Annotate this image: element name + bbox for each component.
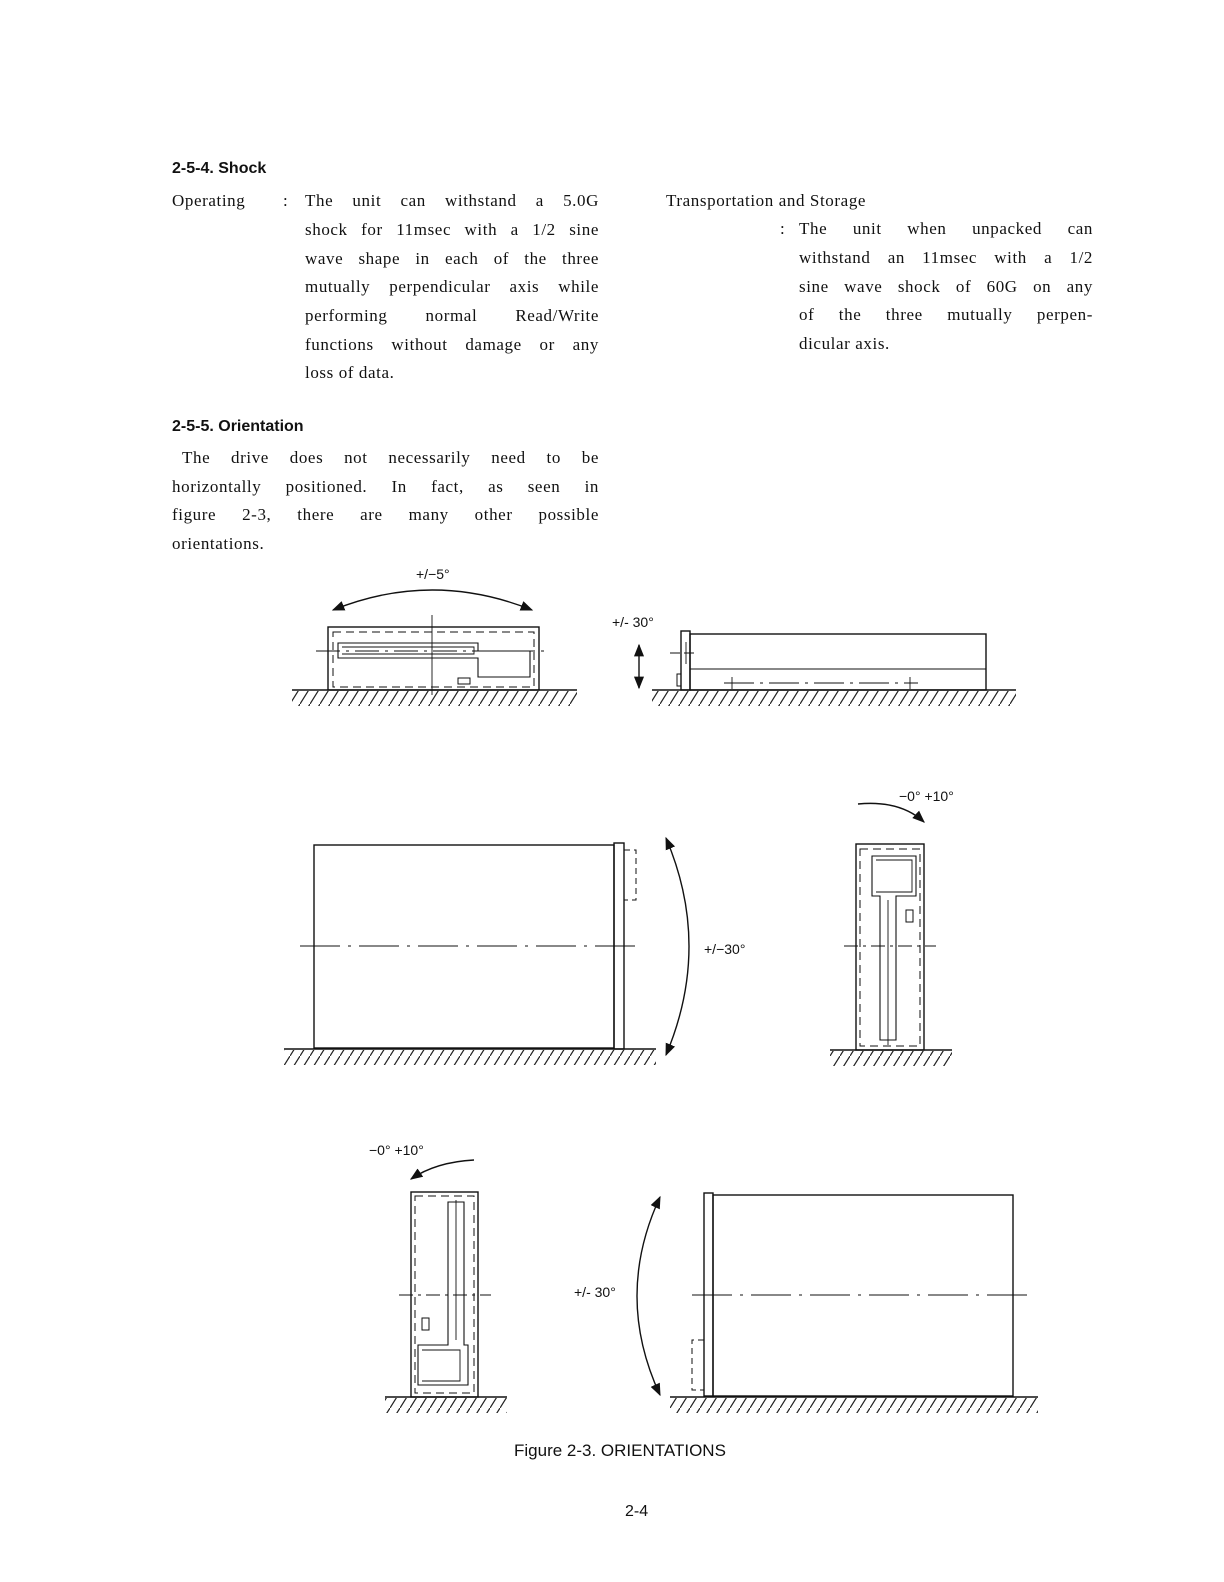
- drive-side-top-right: [639, 631, 1016, 706]
- transport-line: of the three mutually perpen-: [799, 305, 1093, 324]
- transport-line: dicular axis.: [799, 334, 890, 353]
- operating-label: Operating: [172, 191, 246, 210]
- rotation-arrow: [333, 590, 532, 610]
- operating-line: mutually perpendicular axis while: [305, 277, 599, 296]
- drive-large-bottom-right: [637, 1193, 1038, 1413]
- figure-caption: Figure 2-3. ORIENTATIONS: [514, 1441, 726, 1460]
- transport-label: Transportation and Storage: [666, 191, 867, 210]
- operating-colon: :: [283, 191, 289, 210]
- operating-line: shock for 11msec with a 1/2 sine: [305, 220, 599, 239]
- label-top-right: +/- 30°: [612, 614, 654, 630]
- operating-line: wave shape in each of the three: [305, 249, 599, 268]
- label-bottom-right: +/- 30°: [574, 1284, 616, 1300]
- operating-line: functions without damage or any: [305, 335, 599, 354]
- drive-vertical-bottom-left: [385, 1160, 507, 1413]
- drive-vertical-middle-right: [830, 803, 952, 1066]
- label-mid-left: +/−30°: [704, 941, 746, 957]
- operating-line: The unit can withstand a 5.0G: [305, 191, 599, 210]
- label-bottom-left: −0° +10°: [369, 1142, 424, 1158]
- transport-line: The unit when unpacked can: [799, 219, 1093, 238]
- orientation-heading: 2-5-5. Orientation: [172, 418, 304, 435]
- transport-line: withstand an 11msec with a 1/2: [799, 248, 1093, 267]
- transport-line: sine wave shock of 60G on any: [799, 277, 1093, 296]
- orientation-line: orientations.: [172, 534, 265, 553]
- transport-colon: :: [780, 219, 786, 238]
- orientation-line: figure 2-3, there are many other possible: [172, 505, 599, 524]
- orientation-line: horizontally positioned. In fact, as seen in: [172, 477, 599, 496]
- operating-line: performing normal Read/Write: [305, 306, 599, 325]
- page-number: 2-4: [625, 1503, 649, 1520]
- operating-line: loss of data.: [305, 363, 395, 382]
- drive-horizontal-top-left: [292, 590, 577, 706]
- shock-heading: 2-5-4. Shock: [172, 160, 267, 177]
- orientation-line: The drive does not necessarily need to be: [182, 448, 599, 467]
- drive-large-middle-left: [284, 838, 689, 1065]
- label-top-left: +/−5°: [416, 566, 450, 582]
- label-mid-right: −0° +10°: [899, 788, 954, 804]
